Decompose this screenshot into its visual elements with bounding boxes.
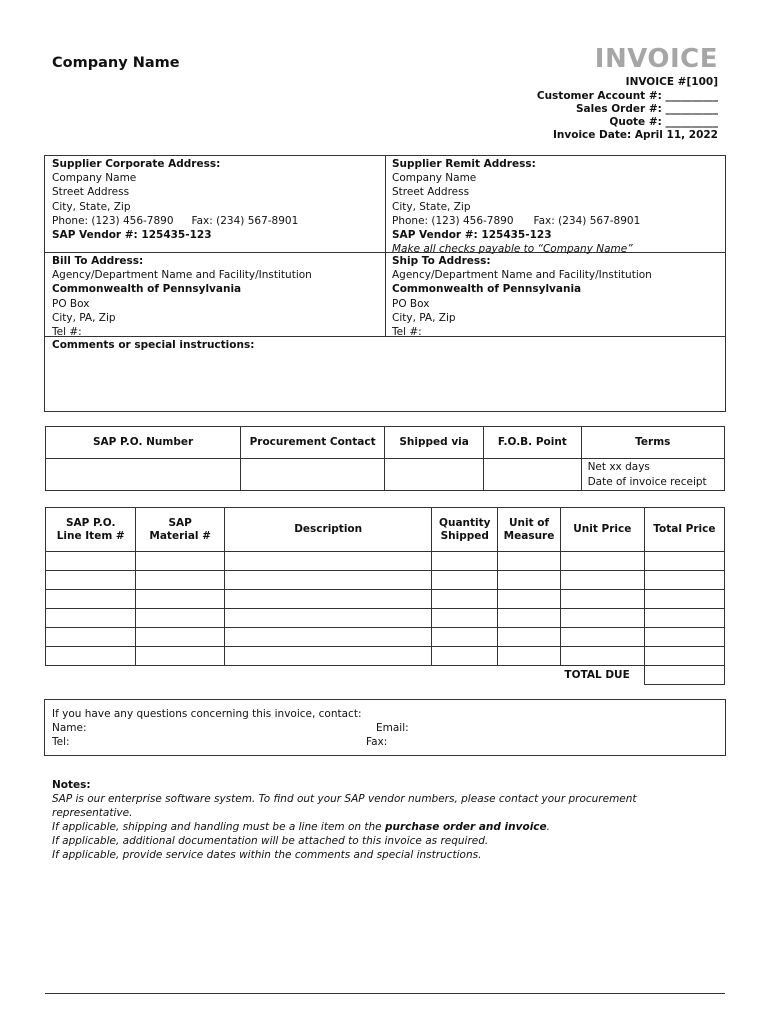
notes-heading: Notes: [52, 779, 91, 791]
po-cell-procurement-contact[interactable] [241, 459, 385, 491]
supplier-remit-fax: Fax: (234) 567-8901 [533, 214, 641, 227]
table-cell[interactable] [498, 590, 561, 609]
supplier-corporate-address [45, 156, 385, 243]
table-cell[interactable] [46, 647, 136, 666]
contact-fax: Fax: [366, 736, 388, 749]
supplier-remit-heading: Supplier Remit Address: [392, 158, 536, 170]
table-cell[interactable] [498, 571, 561, 590]
bill-to-address [45, 253, 385, 340]
supplier-corporate-vendor: SAP Vendor #: 125435-123 [52, 229, 212, 242]
table-cell[interactable] [498, 647, 561, 666]
bill-to-commonwealth: Commonwealth of Pennsylvania [52, 283, 242, 296]
ship-to-agency: Agency/Department Name and Facility/Institution [392, 269, 652, 282]
table-cell[interactable] [560, 552, 644, 571]
table-cell[interactable] [224, 590, 432, 609]
table-cell[interactable] [644, 609, 724, 628]
supplier-corporate-city: City, State, Zip [52, 200, 131, 213]
bill-to-heading: Bill To Address: [52, 255, 144, 267]
checks-payable-note: Make all checks payable to “Company Name” [392, 243, 633, 256]
table-cell[interactable] [224, 552, 432, 571]
terms-line-2: Date of invoice receipt [587, 475, 707, 488]
items-header-unit-of-measure: Unit of Measure [498, 508, 561, 552]
supplier-corporate-heading: Supplier Corporate Address: [52, 158, 221, 170]
table-cell[interactable] [136, 628, 224, 647]
table-cell[interactable] [498, 552, 561, 571]
table-cell[interactable] [224, 647, 432, 666]
notes-line-4: If applicable, provide service dates within the comments and special instructions. [52, 849, 482, 861]
table-cell[interactable] [46, 590, 136, 609]
table-cell[interactable] [46, 628, 136, 647]
items-header-row [46, 508, 725, 552]
table-cell[interactable] [46, 552, 136, 571]
po-table-header-row [46, 427, 725, 459]
table-cell[interactable] [644, 628, 724, 647]
contact-email: Email: [376, 722, 409, 735]
contact-name: Name: [52, 722, 87, 735]
table-row [46, 647, 725, 666]
table-cell[interactable] [498, 609, 561, 628]
table-cell[interactable] [136, 647, 224, 666]
table-cell[interactable] [224, 628, 432, 647]
supplier-corporate-fax: Fax: (234) 567-8901 [191, 214, 299, 227]
po-cell-shipped-via[interactable] [385, 459, 484, 491]
supplier-remit-street: Street Address [392, 186, 470, 199]
table-cell[interactable] [644, 647, 724, 666]
notes-section [52, 778, 712, 862]
table-cell[interactable] [560, 628, 644, 647]
customer-account: Customer Account #: __________ [536, 90, 718, 102]
table-cell[interactable] [432, 571, 498, 590]
sales-order: Sales Order #: __________ [575, 103, 718, 115]
line-items-table [45, 507, 725, 685]
table-cell[interactable] [498, 628, 561, 647]
table-cell[interactable] [560, 609, 644, 628]
table-cell[interactable] [560, 571, 644, 590]
table-cell[interactable] [46, 571, 136, 590]
po-header-fob-point: F.O.B. Point [484, 427, 581, 459]
ship-to-city: City, PA, Zip [392, 311, 456, 324]
supplier-remit-vendor: SAP Vendor #: 125435-123 [392, 229, 552, 242]
bill-to-city: City, PA, Zip [52, 311, 116, 324]
table-cell[interactable] [432, 628, 498, 647]
po-cell-fob-point[interactable] [484, 459, 581, 491]
invoice-date: Invoice Date: April 11, 2022 [553, 129, 718, 141]
invoice-title: INVOICE [594, 44, 718, 74]
table-row [46, 571, 725, 590]
supplier-remit-address [385, 156, 725, 257]
contact-box [44, 699, 726, 756]
notes-line-1: SAP is our enterprise software system. To find out your SAP vendor numbers, please contact your procurement representative. [52, 793, 637, 819]
table-cell[interactable] [224, 571, 432, 590]
bill-to-tel: Tel #: [52, 326, 82, 339]
items-header-unit-price: Unit Price [560, 508, 644, 552]
table-cell[interactable] [136, 571, 224, 590]
table-row [46, 552, 725, 571]
table-cell[interactable] [432, 590, 498, 609]
contact-question: If you have any questions concerning this invoice, contact: [52, 708, 362, 720]
total-due-row [46, 666, 725, 685]
ship-to-address [385, 253, 725, 340]
table-cell[interactable] [136, 552, 224, 571]
po-table [45, 426, 725, 491]
table-cell[interactable] [224, 609, 432, 628]
footer-divider [45, 993, 725, 994]
table-cell[interactable] [644, 571, 724, 590]
invoice-number: INVOICE #[100] [625, 76, 718, 88]
table-cell[interactable] [644, 552, 724, 571]
supplier-remit-city: City, State, Zip [392, 200, 471, 213]
table-cell[interactable] [560, 590, 644, 609]
notes-line-3: If applicable, additional documentation will be attached to this invoice as required. [52, 835, 489, 847]
items-header-line-item: SAP P.O. Line Item # [46, 508, 136, 552]
quote-number: Quote #: __________ [609, 116, 718, 128]
total-due-label: TOTAL DUE [564, 669, 630, 682]
ship-to-tel: Tel #: [392, 326, 422, 339]
table-cell[interactable] [644, 590, 724, 609]
table-cell[interactable] [136, 590, 224, 609]
supplier-corporate-phone: Phone: (123) 456-7890 [52, 214, 174, 227]
table-cell[interactable] [432, 609, 498, 628]
table-cell[interactable] [432, 552, 498, 571]
table-cell[interactable] [432, 647, 498, 666]
notes-line-2-pre: If applicable, shipping and handling must be a line item on the [52, 821, 385, 833]
contact-row-1 [52, 721, 718, 735]
supplier-corporate-street: Street Address [52, 186, 130, 199]
contact-tel: Tel: [52, 736, 70, 749]
terms-line-1: Net xx days [587, 460, 650, 473]
ship-to-heading: Ship To Address: [392, 255, 491, 267]
supplier-remit-phone: Phone: (123) 456-7890 [392, 214, 514, 227]
po-cell-sap-po-number[interactable] [46, 459, 241, 491]
supplier-remit-name: Company Name [392, 172, 477, 185]
notes-line-2 [52, 820, 712, 834]
po-cell-terms [581, 459, 724, 491]
po-header-shipped-via: Shipped via [385, 427, 484, 459]
table-cell[interactable] [560, 647, 644, 666]
po-header-procurement-contact: Procurement Contact [241, 427, 385, 459]
supplier-corporate-phone-fax [52, 214, 378, 228]
company-name: Company Name [52, 55, 180, 71]
po-header-terms: Terms [581, 427, 724, 459]
items-header-quantity: Quantity Shipped [432, 508, 498, 552]
contact-row-2 [52, 735, 718, 749]
bill-to-agency: Agency/Department Name and Facility/Institution [52, 269, 312, 282]
table-row [46, 609, 725, 628]
supplier-corporate-name: Company Name [52, 172, 137, 185]
notes-line-2-post: . [546, 821, 550, 833]
bill-to-po-box: PO Box [52, 297, 90, 310]
items-header-total-price: Total Price [644, 508, 724, 552]
ship-to-po-box: PO Box [392, 297, 430, 310]
po-header-sap-po-number: SAP P.O. Number [46, 427, 241, 459]
table-row [46, 628, 725, 647]
table-cell[interactable] [136, 609, 224, 628]
table-cell[interactable] [46, 609, 136, 628]
ship-to-commonwealth: Commonwealth of Pennsylvania [392, 283, 582, 296]
table-row [46, 590, 725, 609]
comments-heading: Comments or special instructions: [52, 339, 255, 351]
notes-line-2-bold: purchase order and invoice [384, 821, 547, 833]
po-table-row [46, 459, 725, 491]
total-due-value[interactable] [644, 666, 724, 685]
address-block [44, 155, 726, 412]
items-header-material: SAP Material # [136, 508, 224, 552]
supplier-remit-phone-fax [392, 214, 718, 228]
items-header-description: Description [224, 508, 432, 552]
